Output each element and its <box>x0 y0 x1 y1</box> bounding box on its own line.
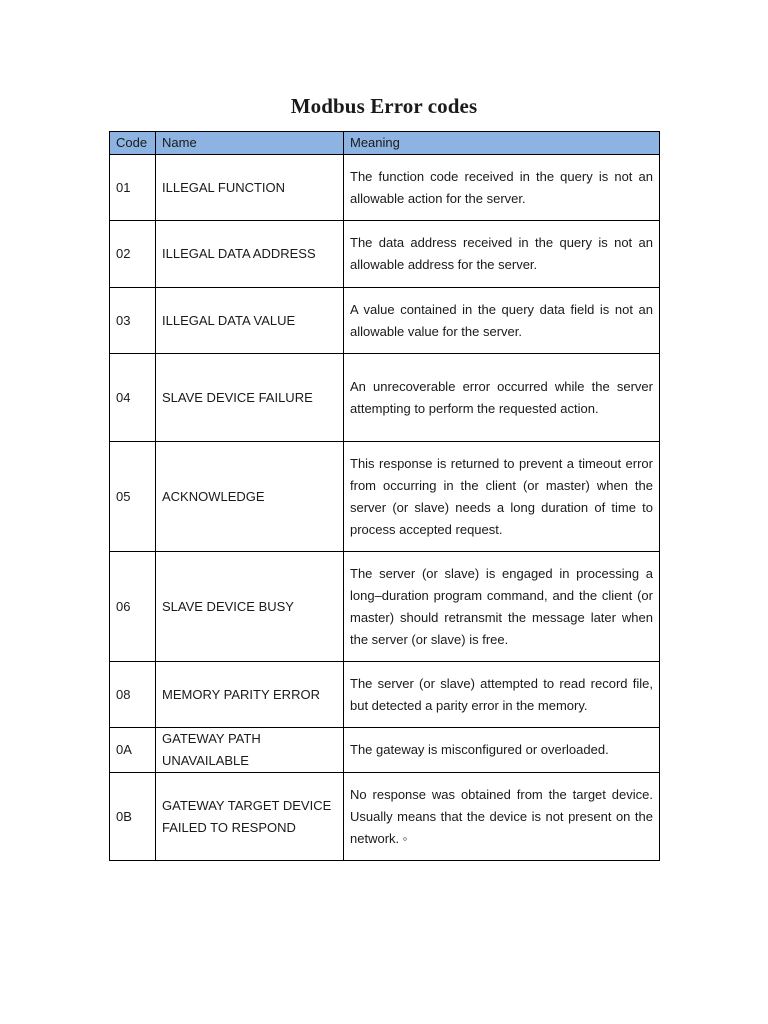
table-row <box>110 662 660 728</box>
table-header-row <box>110 132 660 155</box>
cell-name: ACKNOWLEDGE <box>156 442 344 552</box>
table-row <box>110 155 660 221</box>
cell-meaning: The server (or slave) attempted to read record file, but detected a parity error in the memory. <box>344 662 660 728</box>
table-row <box>110 552 660 662</box>
cell-name: SLAVE DEVICE FAILURE <box>156 354 344 442</box>
cell-meaning: The function code received in the query is not an allowable action for the server. <box>344 155 660 221</box>
cell-meaning: The server (or slave) is engaged in processing a long–duration program command, and the client (or master) should retransmit the message later when the server (or slave) is free. <box>344 552 660 662</box>
table-row <box>110 442 660 552</box>
cell-code: 0B <box>110 773 156 861</box>
cell-meaning: An unrecoverable error occurred while the server attempting to perform the requested action. <box>344 354 660 442</box>
cell-meaning: No response was obtained from the target device. Usually means that the device is not present on the network. ◦ <box>344 773 660 861</box>
cell-code: 08 <box>110 662 156 728</box>
cell-name: MEMORY PARITY ERROR <box>156 662 344 728</box>
page-title: Modbus Error codes <box>290 94 478 118</box>
cell-code: 06 <box>110 552 156 662</box>
cell-name: ILLEGAL DATA VALUE <box>156 288 344 354</box>
cell-meaning: The data address received in the query is not an allowable address for the server. <box>344 221 660 288</box>
cell-name: SLAVE DEVICE BUSY <box>156 552 344 662</box>
table-row <box>110 728 660 773</box>
cell-name: ILLEGAL DATA ADDRESS <box>156 221 344 288</box>
table-row <box>110 288 660 354</box>
cell-meaning: The gateway is misconfigured or overloaded. <box>344 728 660 773</box>
cell-code: 01 <box>110 155 156 221</box>
cell-code: 02 <box>110 221 156 288</box>
table-row <box>110 773 660 861</box>
cell-name: GATEWAY TARGET DEVICE FAILED TO RESPOND <box>156 773 344 861</box>
column-header-meaning: Meaning <box>344 132 660 155</box>
cell-name: ILLEGAL FUNCTION <box>156 155 344 221</box>
column-header-name: Name <box>156 132 344 155</box>
table-row <box>110 221 660 288</box>
cell-meaning: A value contained in the query data field is not an allowable value for the server. <box>344 288 660 354</box>
error-codes-table <box>109 131 660 861</box>
cell-name: GATEWAY PATH UNAVAILABLE <box>156 728 344 773</box>
cell-meaning: This response is returned to prevent a timeout error from occurring in the client (or master) when the server (or slave) needs a long duration of time to process accepted request. <box>344 442 660 552</box>
column-header-code: Code <box>110 132 156 155</box>
cell-code: 04 <box>110 354 156 442</box>
cell-code: 03 <box>110 288 156 354</box>
cell-code: 05 <box>110 442 156 552</box>
cell-code: 0A <box>110 728 156 773</box>
table-row <box>110 354 660 442</box>
